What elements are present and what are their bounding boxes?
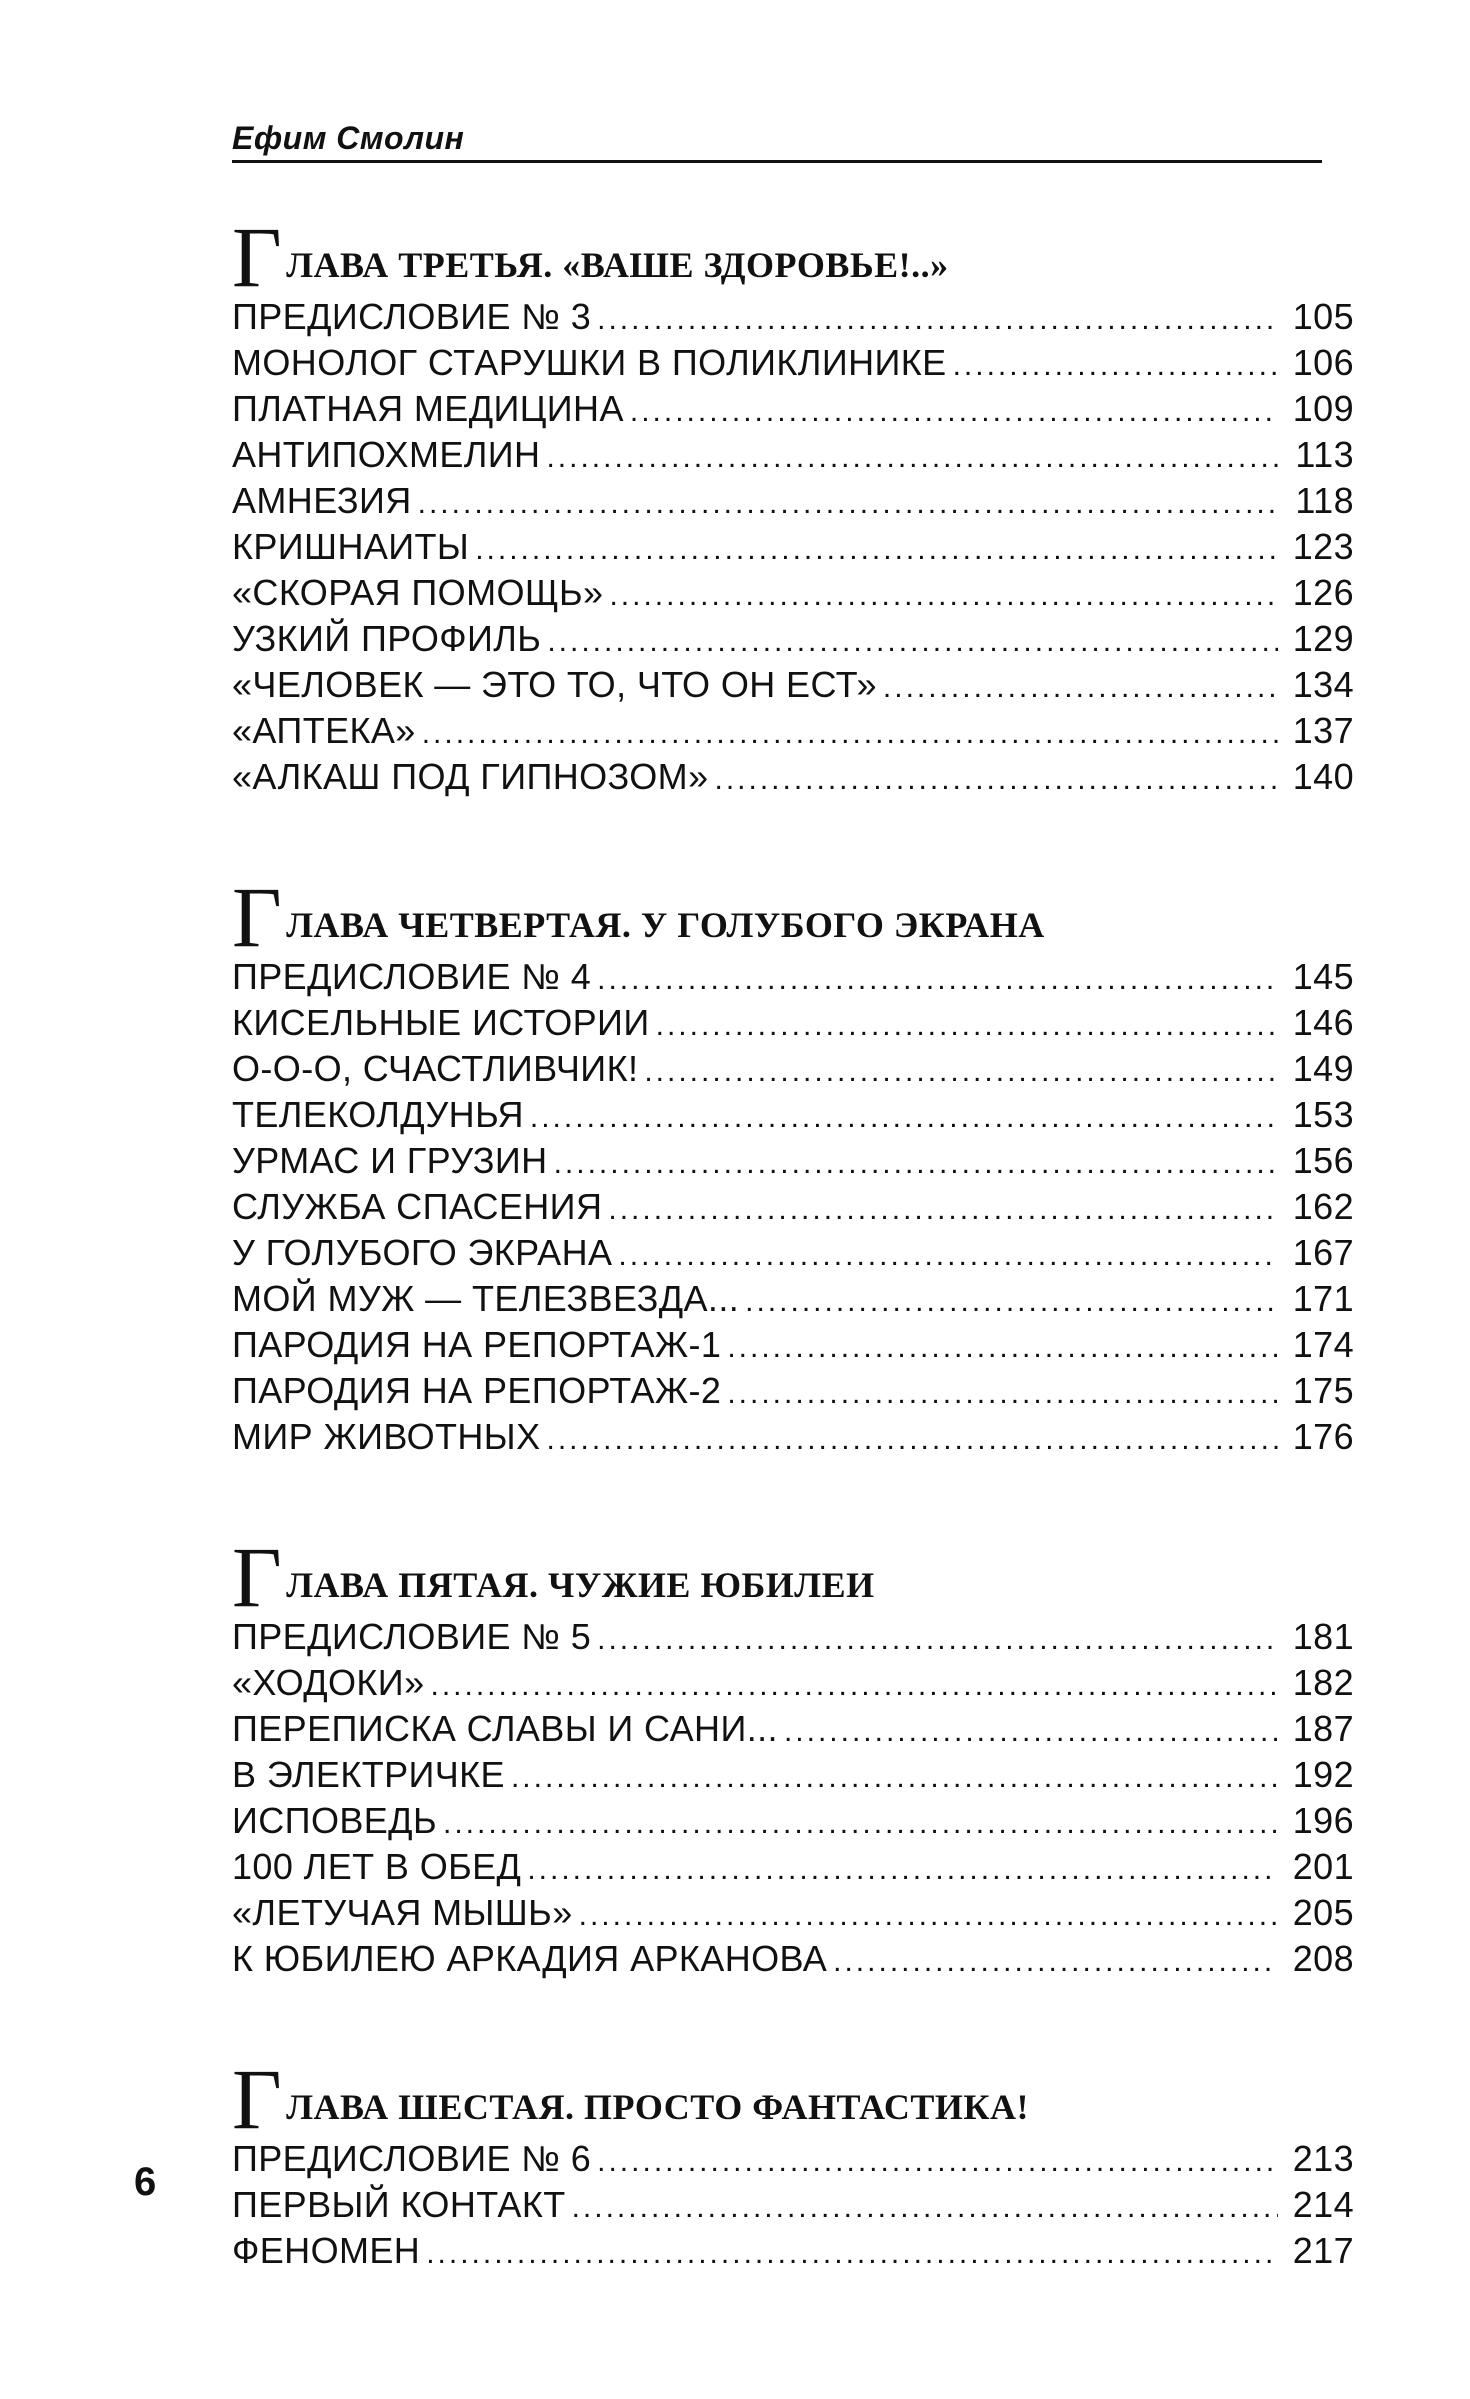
dot-leader <box>953 343 1278 389</box>
entry-title: ИСПОВЕДЬ <box>232 1800 437 1841</box>
entry-page-number: 196 <box>1292 1800 1354 1841</box>
entry-page-number: 137 <box>1292 710 1354 751</box>
entry-page-number: 105 <box>1292 296 1354 337</box>
chapter-title: ЛАВА ЧЕТВЕРТАЯ. У ГОЛУБОГО ЭКРАНА <box>286 905 1045 945</box>
dot-leader <box>572 2185 1278 2231</box>
chapter-heading <box>232 1510 1354 1625</box>
dot-leader <box>527 1847 1278 1893</box>
toc-entry[interactable] <box>232 1798 1354 1844</box>
dot-leader <box>715 757 1279 803</box>
dot-leader <box>630 389 1278 435</box>
toc-entry[interactable] <box>232 1322 1354 1368</box>
entry-title: ПРЕДИСЛОВИЕ № 3 <box>232 296 592 337</box>
entry-title: АНТИПОХМЕЛИН <box>232 434 541 475</box>
entry-page-number: 187 <box>1292 1708 1354 1749</box>
toc-entry[interactable] <box>232 616 1354 662</box>
toc-entry[interactable] <box>232 1092 1354 1138</box>
entry-page-number: 162 <box>1292 1186 1354 1227</box>
toc-entry[interactable] <box>232 1138 1354 1184</box>
entry-title: К ЮБИЛЕЮ АРКАДИЯ АРКАНОВА <box>232 1938 828 1979</box>
dot-leader <box>554 1141 1278 1187</box>
entry-page-number: 153 <box>1292 1094 1354 1135</box>
chapter-section <box>232 190 1354 800</box>
dot-leader <box>745 1279 1278 1325</box>
entry-page-number: 205 <box>1292 1892 1354 1933</box>
running-head: Ефим Смолин <box>232 120 465 156</box>
toc-entry[interactable] <box>232 1046 1354 1092</box>
entry-title: ПАРОДИЯ НА РЕПОРТАЖ-2 <box>232 1370 722 1411</box>
toc-entry[interactable] <box>232 1276 1354 1322</box>
dot-leader <box>608 1187 1278 1233</box>
dot-leader <box>784 1709 1278 1755</box>
entry-page-number: 176 <box>1292 1416 1354 1457</box>
toc-entry[interactable] <box>232 1000 1354 1046</box>
entry-title: «АЛКАШ ПОД ГИПНОЗОМ» <box>232 756 709 797</box>
toc-entry[interactable] <box>232 708 1354 754</box>
entry-title: КИСЕЛЬНЫЕ ИСТОРИИ <box>232 1002 650 1043</box>
chapter-title: ЛАВА ШЕСТАЯ. ПРОСТО ФАНТАСТИКА! <box>286 2087 1029 2127</box>
entry-page-number: 109 <box>1292 388 1354 429</box>
entry-title: ПАРОДИЯ НА РЕПОРТАЖ-1 <box>232 1324 722 1365</box>
entry-page-number: 217 <box>1292 2230 1354 2271</box>
entry-title: ПРЕДИСЛОВИЕ № 4 <box>232 956 592 997</box>
dot-leader <box>431 1663 1279 1709</box>
entry-page-number: 181 <box>1292 1616 1354 1657</box>
entry-title: У ГОЛУБОГО ЭКРАНА <box>232 1232 613 1273</box>
dot-leader <box>546 1417 1278 1463</box>
chapter-initial: Г <box>232 1529 283 1625</box>
page-number: 6 <box>134 2160 157 2204</box>
entry-page-number: 126 <box>1292 572 1354 613</box>
chapter-initial: Г <box>232 209 283 305</box>
dot-leader <box>618 1233 1278 1279</box>
toc-entry[interactable] <box>232 2228 1354 2274</box>
entry-title: В ЭЛЕКТРИЧКЕ <box>232 1754 505 1795</box>
toc-entry[interactable] <box>232 662 1354 708</box>
chapter-initial: Г <box>232 2051 283 2147</box>
toc-entry[interactable] <box>232 1752 1354 1798</box>
chapter-title: ЛАВА ТРЕТЬЯ. «ВАШЕ ЗДОРОВЬЕ!..» <box>286 245 949 285</box>
entry-page-number: 201 <box>1292 1846 1354 1887</box>
entry-title: ФЕНОМЕН <box>232 2230 421 2271</box>
toc-entry[interactable] <box>232 386 1354 432</box>
dot-leader <box>727 1371 1278 1417</box>
dot-leader <box>597 957 1278 1003</box>
toc-entry[interactable] <box>232 570 1354 616</box>
dot-leader <box>883 665 1278 711</box>
entry-title: «ЧЕЛОВЕК — ЭТО ТО, ЧТО ОН ЕСТ» <box>232 664 877 705</box>
entry-page-number: 145 <box>1292 956 1354 997</box>
dot-leader <box>597 297 1278 343</box>
chapter-heading <box>232 2032 1354 2147</box>
toc-entry[interactable] <box>232 294 1354 340</box>
entry-title: УРМАС И ГРУЗИН <box>232 1140 548 1181</box>
dot-leader <box>547 619 1278 665</box>
chapter-initial: Г <box>232 869 283 965</box>
dot-leader <box>418 481 1278 527</box>
entry-page-number: 213 <box>1292 2138 1354 2179</box>
entry-page-number: 149 <box>1292 1048 1354 1089</box>
dot-leader <box>597 1617 1278 1663</box>
toc-entry[interactable] <box>232 524 1354 570</box>
chapter-section <box>232 1510 1354 1982</box>
dot-leader <box>579 1893 1278 1939</box>
toc-entry[interactable] <box>232 1184 1354 1230</box>
entry-page-number: 123 <box>1292 526 1354 567</box>
entry-page-number: 174 <box>1292 1324 1354 1365</box>
dot-leader <box>443 1801 1278 1847</box>
entry-title: ПРЕДИСЛОВИЕ № 5 <box>232 1616 592 1657</box>
chapter-heading <box>232 190 1354 305</box>
entry-title: УЗКИЙ ПРОФИЛЬ <box>232 618 542 659</box>
toc-entry[interactable] <box>232 754 1354 800</box>
entry-title: КРИШНАИТЫ <box>232 526 470 567</box>
entry-page-number: 134 <box>1292 664 1354 705</box>
chapter-section <box>232 850 1354 1460</box>
dot-leader <box>426 2231 1278 2277</box>
dot-leader <box>833 1939 1278 1985</box>
chapter-heading <box>232 850 1354 965</box>
toc-entry[interactable] <box>232 340 1354 386</box>
toc-entry[interactable] <box>232 1936 1354 1982</box>
dot-leader <box>609 573 1278 619</box>
dot-leader <box>530 1095 1278 1141</box>
entry-page-number: 167 <box>1292 1232 1354 1273</box>
toc-entry[interactable] <box>232 1660 1354 1706</box>
entry-page-number: 208 <box>1292 1938 1354 1979</box>
entry-title: ПЕРВЫЙ КОНТАКТ <box>232 2184 566 2225</box>
entry-title: ТЕЛЕКОЛДУНЬЯ <box>232 1094 524 1135</box>
toc-entry[interactable] <box>232 1230 1354 1276</box>
entry-title: МИР ЖИВОТНЫХ <box>232 1416 541 1457</box>
entry-title: МОЙ МУЖ — ТЕЛЕЗВЕЗДА... <box>232 1278 740 1319</box>
dot-leader <box>656 1003 1278 1049</box>
toc-entry[interactable] <box>232 1414 1354 1460</box>
entry-title: 100 ЛЕТ В ОБЕД <box>232 1846 522 1887</box>
toc-entry[interactable] <box>232 1614 1354 1660</box>
entry-page-number: 192 <box>1292 1754 1354 1795</box>
dot-leader <box>727 1325 1278 1371</box>
entry-title: О-О-О, СЧАСТЛИВЧИК! <box>232 1048 639 1089</box>
toc-entry[interactable] <box>232 1844 1354 1890</box>
entry-title: СЛУЖБА СПАСЕНИЯ <box>232 1186 603 1227</box>
toc-entry[interactable] <box>232 1368 1354 1414</box>
entry-page-number: 156 <box>1292 1140 1354 1181</box>
header-rule <box>232 160 1322 163</box>
entry-page-number: 113 <box>1295 434 1354 475</box>
entry-title: «ЛЕТУЧАЯ МЫШЬ» <box>232 1892 573 1933</box>
table-of-contents <box>232 190 1354 2324</box>
toc-entry[interactable] <box>232 1706 1354 1752</box>
dot-leader <box>597 2139 1278 2185</box>
chapter-title: ЛАВА ПЯТАЯ. ЧУЖИЕ ЮБИЛЕИ <box>286 1565 875 1605</box>
dot-leader <box>422 711 1278 757</box>
entry-title: АМНЕЗИЯ <box>232 480 412 521</box>
toc-entry[interactable] <box>232 2182 1354 2228</box>
toc-entry[interactable] <box>232 478 1354 524</box>
entry-page-number: 140 <box>1292 756 1354 797</box>
toc-entry[interactable] <box>232 2136 1354 2182</box>
entry-title: ПРЕДИСЛОВИЕ № 6 <box>232 2138 592 2179</box>
entry-title: ПЕРЕПИСКА СЛАВЫ И САНИ... <box>232 1708 778 1749</box>
entry-title: «СКОРАЯ ПОМОЩЬ» <box>232 572 604 613</box>
toc-entry[interactable] <box>232 1890 1354 1936</box>
entry-page-number: 146 <box>1292 1002 1354 1043</box>
chapter-section <box>232 2032 1354 2274</box>
entry-title: «АПТЕКА» <box>232 710 416 751</box>
entry-page-number: 118 <box>1295 480 1354 521</box>
dot-leader <box>644 1049 1278 1095</box>
entry-title: ПЛАТНАЯ МЕДИЦИНА <box>232 388 624 429</box>
dot-leader <box>475 527 1278 573</box>
dot-leader <box>511 1755 1278 1801</box>
entry-page-number: 214 <box>1292 2184 1354 2225</box>
entry-page-number: 175 <box>1292 1370 1354 1411</box>
entry-page-number: 171 <box>1292 1278 1354 1319</box>
entry-page-number: 129 <box>1292 618 1354 659</box>
entry-page-number: 106 <box>1292 342 1354 383</box>
toc-entry[interactable] <box>232 432 1354 478</box>
dot-leader <box>546 435 1278 481</box>
toc-entry[interactable] <box>232 954 1354 1000</box>
entry-page-number: 182 <box>1292 1662 1354 1703</box>
entry-title: «ХОДОКИ» <box>232 1662 425 1703</box>
entry-title: МОНОЛОГ СТАРУШКИ В ПОЛИКЛИНИКЕ <box>232 342 947 383</box>
